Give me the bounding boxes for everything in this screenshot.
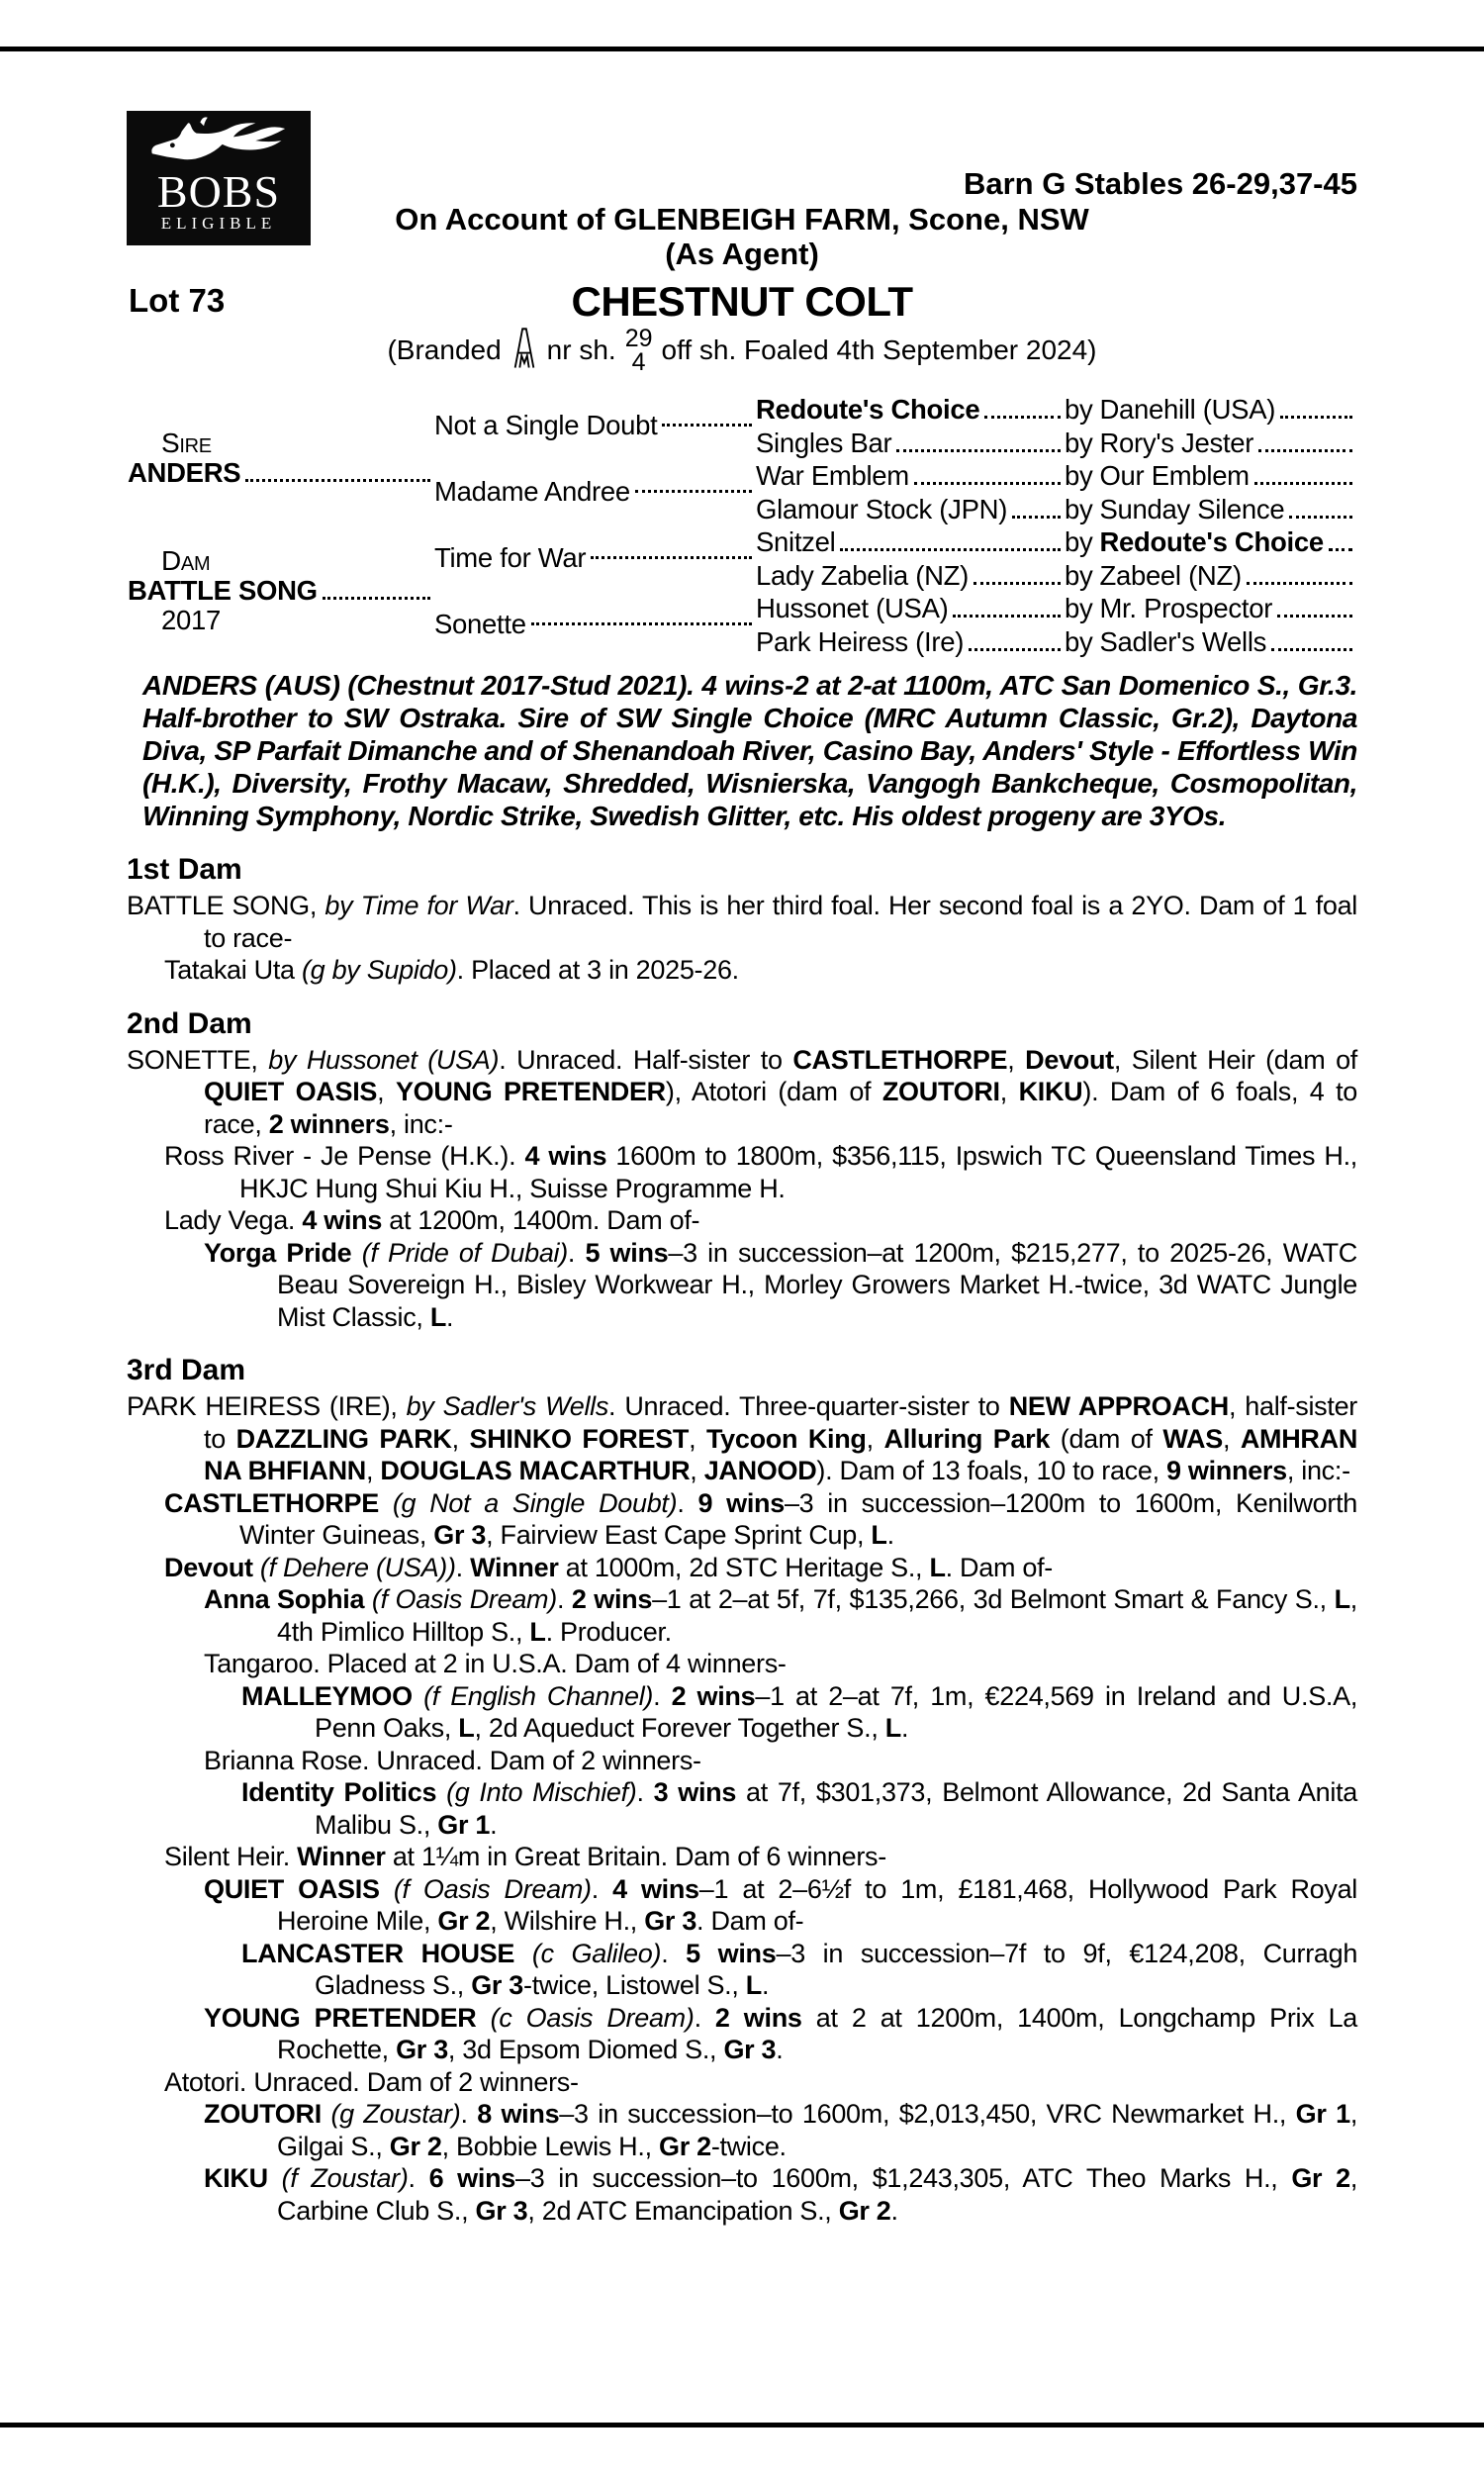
pedigree-entry: KIKU (f Zoustar). 6 wins–3 in succession–to 1600m, $1,243,305, ATC Theo Marks H., Gr 2, Carbine Club S., Gr 3, 2d ATC Emancipation S., Gr 2.: [204, 2163, 1358, 2226]
by-label: by: [1065, 394, 1093, 425]
dotted-leader: [974, 582, 1061, 585]
dotted-leader: [1258, 449, 1352, 452]
pedigree-entry: ZOUTORI (g Zoustar). 8 wins–3 in succession–to 1600m, $2,013,450, VRC Newmarket H., Gr 1, Gilgai S., Gr 2, Bobbie Lewis H., Gr 2-twice.: [204, 2099, 1358, 2161]
dotted-leader: [1247, 582, 1352, 585]
grandparent-name: Hussonet (USA): [756, 593, 949, 623]
pedigree-entry: YOUNG PRETENDER (c Oasis Dream). 2 wins at 2 at 1200m, 1400m, Longchamp Prix La Rochette, Gr 3, 3d Epsom Diomed S., Gr 3.: [204, 2002, 1358, 2064]
grandparent-sire-name: Sadler's Wells: [1099, 625, 1267, 657]
pedigree-col-subject: [128, 392, 434, 657]
dotted-leader: [969, 648, 1061, 651]
pedigree-entry: PARK HEIRESS (IRE), by Sadler's Wells. Unraced. Three-quarter-sister to NEW APPROACH, half-sister to DAZZLING PARK, SHINKO FOREST, Tycoon King, Alluring Park (dam of WAS, AMHRAN NA BHFIANN, DOUGLAS MACARTHUR, JANOOD). Dam of 13 foals, 10 to race, 9 winners, inc:-: [127, 1391, 1358, 1485]
parent-cell: [434, 458, 756, 524]
dotted-leader: [1254, 482, 1352, 485]
pedigree-entry: Silent Heir. Winner at 1¼m in Great Britain. Dam of 6 winners-: [164, 1842, 886, 1871]
grandparent-row: [756, 426, 1356, 459]
grandparent-sire-cell: [1065, 492, 1356, 525]
dotted-leader: [1277, 615, 1352, 618]
by-label: by: [1065, 559, 1093, 591]
grandparent-name-cell: [756, 524, 1065, 558]
grandparent-sire-name: Rory's Jester: [1099, 427, 1254, 458]
bottom-rule: [0, 2423, 1484, 2427]
grandparent-row: [756, 624, 1356, 658]
logo-text-bobs: BOBS: [156, 166, 281, 217]
parent-name: Not a Single Doubt: [434, 409, 658, 440]
grandparent-name-cell: [756, 558, 1065, 592]
dotted-leader: [896, 449, 1061, 452]
by-label: by: [1065, 493, 1093, 524]
barn-stables-line: Barn G Stables 26-29,37-45: [963, 166, 1357, 201]
parent-cell: [434, 392, 756, 458]
pedigree-entry: LANCASTER HOUSE (c Galileo). 5 wins–3 in succession–7f to 9f, €124,208, Curragh Gladness S., Gr 3-twice, Listowel S., L.: [241, 1938, 1358, 2000]
dotted-leader: [914, 482, 1061, 485]
pedigree-entry: QUIET OASIS (f Oasis Dream). 4 wins–1 at 2–6½f to 1m, £181,468, Hollywood Park Royal Heroine Mile, Gr 2, Wilshire H., Gr 3. Dam of-: [204, 1873, 1358, 1936]
dotted-leader: [635, 490, 752, 493]
pedigree-table: [128, 392, 1356, 657]
sire-name: ANDERS: [128, 457, 241, 488]
dotted-leader: [531, 622, 752, 625]
dotted-leader: [662, 424, 752, 427]
dotted-leader: [840, 548, 1061, 551]
body-copy: [127, 663, 1357, 2227]
agent-line: (As Agent): [665, 237, 819, 271]
grandparent-sire-cell: [1065, 558, 1356, 592]
grandparent-name-cell: [756, 426, 1065, 459]
pedigree-entry: Tatakai Uta (g by Supido). Placed at 3 in 2025-26.: [164, 955, 739, 985]
brand-mark-icon: [510, 325, 538, 377]
pedigree-entry: Brianna Rose. Unraced. Dam of 2 winners-: [204, 1745, 701, 1775]
grandparent-sire-cell: [1065, 591, 1356, 624]
lot-title-row: [0, 278, 1484, 324]
brand-number: [625, 327, 653, 374]
by-label: by: [1065, 427, 1093, 458]
dotted-leader: [953, 615, 1061, 618]
grandparent-sire-cell: [1065, 624, 1356, 658]
sire-label: Sire: [161, 428, 212, 458]
parent-cell: [434, 591, 756, 657]
dotted-leader: [1289, 516, 1352, 519]
grandparent-sire-name: Danehill (USA): [1099, 394, 1276, 425]
section-heading-3rd-dam: 3rd Dam: [127, 1354, 246, 1386]
grandparent-name: Glamour Stock (JPN): [756, 493, 1008, 524]
dam-block: [128, 524, 434, 657]
grandparent-row: [756, 591, 1356, 624]
pedigree-entry: Tangaroo. Placed at 2 in U.S.A. Dam of 4 winners-: [204, 1649, 787, 1678]
pedigree-entry: Identity Politics (g Into Mischief). 3 wins at 7f, $301,373, Belmont Allowance, 2d Santa Anita Malibu S., Gr 1.: [241, 1777, 1358, 1840]
by-label: by: [1065, 460, 1093, 491]
account-line: On Account of GLENBEIGH FARM, Scone, NSW: [395, 202, 1089, 237]
grandparent-name: Lady Zabelia (NZ): [756, 559, 969, 591]
section-heading-2nd-dam: 2nd Dam: [127, 1006, 252, 1040]
grandparent-name: Park Heiress (Ire): [756, 625, 965, 657]
dotted-leader: [245, 479, 430, 482]
grandparent-sire-name: Zabeel (NZ): [1099, 559, 1242, 591]
dotted-leader: [984, 416, 1061, 419]
sire-name-row: [128, 458, 434, 488]
dotted-leader: [1329, 548, 1352, 551]
branded-mid: nr sh.: [546, 334, 616, 365]
section-body-3rd-dam: [127, 1390, 1357, 2227]
lot-number: Lot 73: [129, 282, 226, 319]
dotted-leader: [591, 556, 752, 559]
grandparent-sire-name: Redoute's Choice: [1099, 526, 1324, 557]
pedigree-entry: SONETTE, by Hussonet (USA). Unraced. Half-sister to CASTLETHORPE, Devout, Silent Heir (dam of QUIET OASIS, YOUNG PRETENDER), Atotori (dam of ZOUTORI, KIKU). Dam of 6 foals, 4 to race, 2 winners, inc:-: [127, 1044, 1358, 1139]
brand-number-top: 29: [624, 325, 653, 352]
pedigree-entry: Anna Sophia (f Oasis Dream). 2 wins–1 at 2–at 5f, 7f, $135,266, 3d Belmont Smart & Fancy S., L, 4th Pimlico Hilltop S., L. Producer.: [204, 1584, 1357, 1647]
grandparent-row: [756, 458, 1356, 492]
parent-name: Time for War: [434, 541, 587, 573]
section-body-2nd-dam: [127, 1044, 1357, 1334]
dotted-leader: [1271, 648, 1352, 651]
grandparent-sire-cell: [1065, 458, 1356, 492]
grandparent-name: War Emblem: [756, 460, 909, 491]
horse-head-icon: [127, 115, 311, 170]
grandparent-row: [756, 392, 1356, 426]
sire-blurb: ANDERS (AUS) (Chestnut 2017-Stud 2021). 4 wins-2 at 2-at 1100m, ATC San Domenico S., Gr.3. Half-brother to SW Ostraka. Sire of SW Single Choice (MRC Autumn Classic, Gr.2), Daytona Diva, SP Parfait Dimanche and of Shenandoah River, Casino Bay, Anders' Style - Effortless Win (H.K.), Diversity, Frothy Macaw, Shredded, Wisnierska, Vangogh Bankcheque, Cosmopolitan, Winning Symphony, Nordic Strike, Swedish Glitter, etc. His oldest progeny are 3YOs.: [142, 670, 1357, 831]
by-label: by: [1065, 526, 1093, 557]
grandparent-sire-cell: [1065, 426, 1356, 459]
pedigree-entry: Yorga Pride (f Pride of Dubai). 5 wins–3 in succession–at 1200m, $215,277, to 2025-26, WATC Beau Sovereign H., Bisley Workwear H., Morley Growers Market H.-twice, 3d WATC Jungle Mist Classic, L.: [204, 1237, 1357, 1332]
by-label: by: [1065, 593, 1093, 623]
grandparent-sire-name: Mr. Prospector: [1099, 593, 1273, 623]
dam-name-row: [128, 576, 434, 606]
brand-number-bottom: 4: [631, 348, 646, 376]
pedigree-entry: Atotori. Unraced. Dam of 2 winners-: [164, 2066, 579, 2097]
parent-name: Madame Andree: [434, 475, 630, 507]
grandparent-sire-name: Sunday Silence: [1099, 493, 1285, 524]
parent-cell: [434, 524, 756, 591]
dotted-leader: [323, 597, 430, 600]
pedigree-entry: CASTLETHORPE (g Not a Single Doubt). 9 wins–3 in succession–1200m to 1600m, Kenilworth Winter Guineas, Gr 3, Fairview East Cape Sprint Cup, L.: [164, 1487, 1358, 1550]
grandparent-row: [756, 558, 1356, 592]
grandparent-name-cell: [756, 591, 1065, 624]
grandparent-name: Snitzel: [756, 526, 836, 557]
pedigree-col-parents: [434, 392, 756, 657]
dotted-leader: [1012, 516, 1061, 519]
branded-prefix: (Branded: [387, 334, 502, 365]
grandparent-sire-cell: [1065, 524, 1356, 558]
by-label: by: [1065, 625, 1093, 657]
grandparent-name-cell: [756, 392, 1065, 426]
grandparent-sire-cell: [1065, 392, 1356, 426]
grandparent-row: [756, 492, 1356, 525]
dam-name: BATTLE SONG: [128, 575, 318, 606]
section-body-1st-dam: [127, 890, 1357, 987]
branded-line: [0, 319, 1484, 382]
pedigree-entry: BATTLE SONG, by Time for War. Unraced. This is her third foal. Her second foal is a 2YO. Dam of 1 foal to race-: [127, 891, 1358, 953]
grandparent-name-cell: [756, 458, 1065, 492]
logo-text-eligible: ELIGIBLE: [160, 214, 277, 233]
section-heading-1st-dam: 1st Dam: [127, 853, 242, 886]
branded-suffix: off sh. Foaled 4th September 2024): [661, 334, 1097, 365]
dam-label: Dam: [161, 545, 211, 576]
grandparent-name-cell: [756, 624, 1065, 658]
grandparent-name-cell: [756, 492, 1065, 525]
pedigree-entry: Devout (f Dehere (USA)). Winner at 1000m, 2d STC Heritage S., L. Dam of-: [164, 1552, 1053, 1582]
pedigree-col-grandparents: [756, 392, 1356, 657]
grandparent-sire-name: Our Emblem: [1099, 460, 1250, 491]
dotted-leader: [1280, 416, 1352, 419]
pedigree-entry: Lady Vega. 4 wins at 1200m, 1400m. Dam of-: [164, 1205, 700, 1235]
grandparent-name: Singles Bar: [756, 427, 892, 458]
grandparent-row: [756, 524, 1356, 558]
dam-year: 2017: [161, 605, 221, 635]
page-title: CHESTNUT COLT: [571, 278, 913, 325]
parent-name: Sonette: [434, 608, 526, 639]
pedigree-entry: MALLEYMOO (f English Channel). 2 wins–1 at 2–at 7f, 1m, €224,569 in Ireland and U.S.A, Penn Oaks, L, 2d Aqueduct Forever Together S., L.: [241, 1680, 1358, 1743]
grandparent-name: Redoute's Choice: [756, 394, 980, 425]
pedigree-entry: Ross River - Je Pense (H.K.). 4 wins 1600m to 1800m, $356,115, Ipswich TC Queensland Times H., HKJC Hung Shui Kiu H., Suisse Programme H.: [164, 1141, 1358, 1203]
sire-block: [128, 392, 434, 524]
top-rule: [0, 47, 1484, 51]
